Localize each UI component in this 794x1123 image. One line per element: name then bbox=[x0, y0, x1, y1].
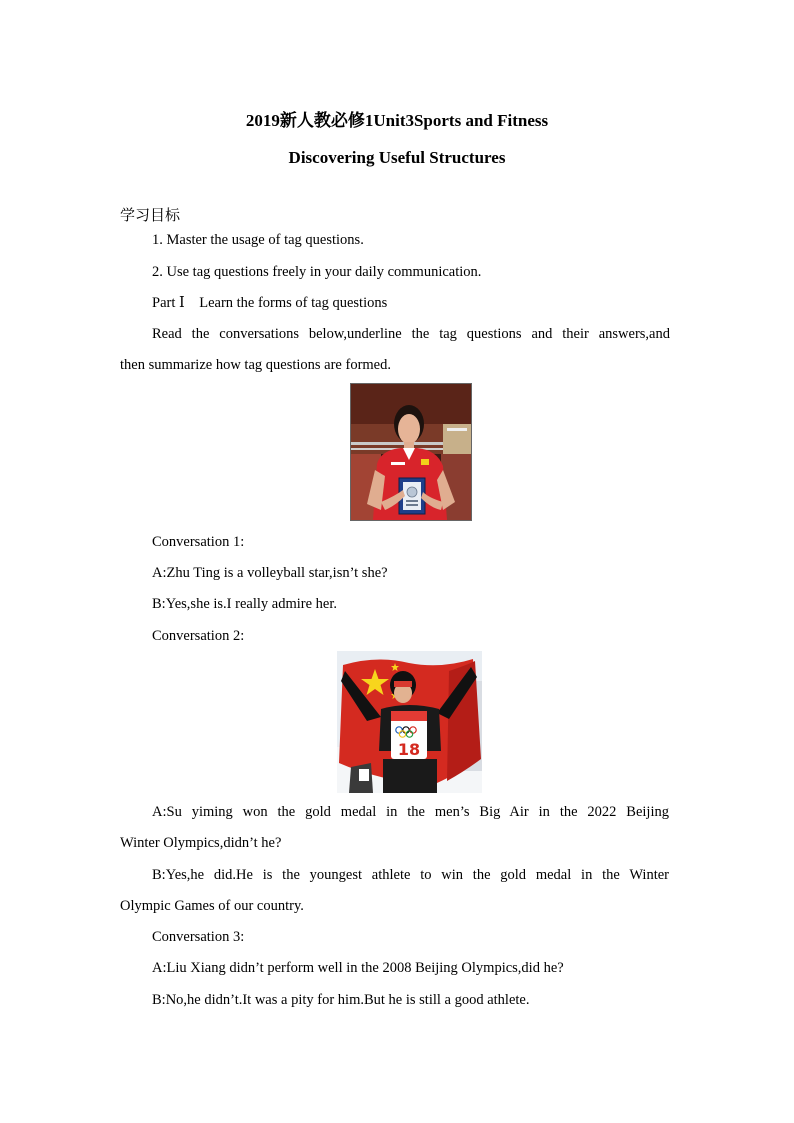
objectives-heading: 学习目标 bbox=[120, 206, 181, 224]
conversation-2-line-a2: Winter Olympics,didn’t he? bbox=[120, 835, 282, 851]
conversation-2-line-b2: Olympic Games of our country. bbox=[120, 898, 304, 914]
conversation-3-label: Conversation 3: bbox=[152, 929, 245, 945]
conversation-2-label: Conversation 2: bbox=[152, 628, 245, 644]
conversation-3-line-a: A:Liu Xiang didn’t perform well in the 2008 Beijing Olympics,did he? bbox=[152, 960, 564, 976]
document-subtitle: Discovering Useful Structures bbox=[288, 148, 506, 167]
conversation-1-label: Conversation 1: bbox=[152, 534, 245, 550]
objective-item-2: 2. Use tag questions freely in your daily communication. bbox=[152, 264, 482, 280]
conversation-2-line-a1: A:Su yiming won the gold medal in the men’s Big Air in the 2022 Beijing bbox=[152, 804, 669, 820]
conversation-1-line-a: A:Zhu Ting is a volleyball star,isn’t she? bbox=[152, 565, 388, 581]
part1-instruction-line1: Read the conversations below,underline the tag questions and their answers,and bbox=[152, 326, 670, 342]
snowboarder-flag-photo bbox=[337, 651, 482, 793]
bib-number: 18 bbox=[397, 740, 421, 759]
conversation-3-line-b: B:No,he didn’t.It was a pity for him.But he is still a good athlete. bbox=[152, 992, 530, 1008]
objective-item-1: 1. Master the usage of tag questions. bbox=[152, 232, 364, 248]
part1-instruction-line2: then summarize how tag questions are formed. bbox=[120, 357, 391, 373]
document-title: 2019新人教必修1Unit3Sports and Fitness bbox=[245, 111, 549, 130]
conversation-2-line-b1: B:Yes,he did.He is the youngest athlete to win the gold medal in the Winter bbox=[152, 867, 669, 883]
part1-heading: Part Ⅰ Learn the forms of tag questions bbox=[152, 295, 388, 311]
volleyball-player-photo bbox=[350, 383, 472, 521]
conversation-1-line-b: B:Yes,she is.I really admire her. bbox=[152, 596, 337, 612]
